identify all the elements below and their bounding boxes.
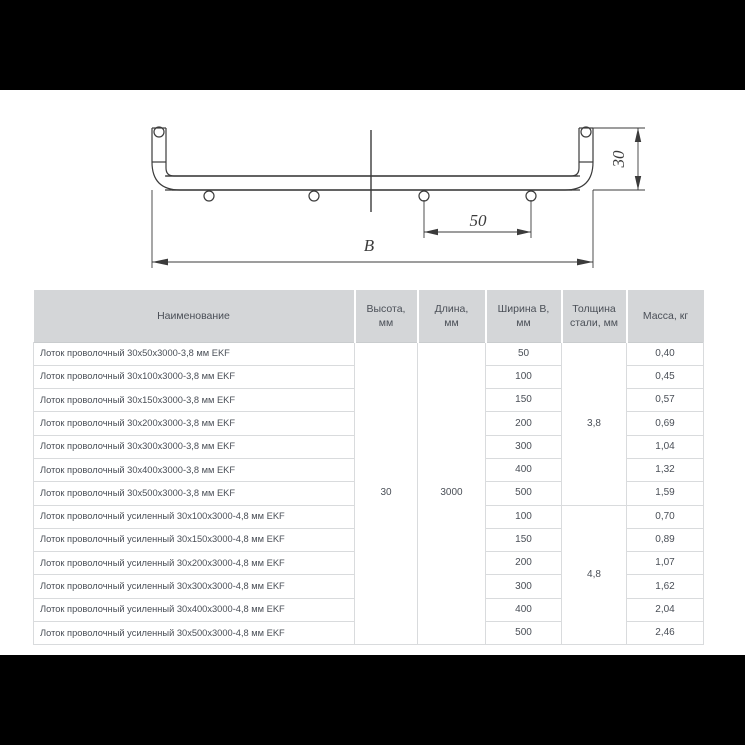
dim-B-arrow-left — [152, 259, 168, 266]
column-header-thickness-line2: стали, мм — [569, 316, 619, 329]
column-header-thickness-line1: Толщина — [572, 302, 616, 315]
column-header-mass-line1: Масса, кг — [642, 309, 689, 322]
dim-label-pitch: 50 — [469, 211, 487, 230]
wire-end-circle-4 — [526, 191, 536, 201]
column-header-width-line1: Ширина В, — [497, 302, 550, 315]
table-body — [34, 342, 704, 645]
table-header-row — [34, 290, 704, 342]
dim-50-arrow-right — [517, 229, 531, 235]
cell-mass: 0,69 — [627, 412, 704, 435]
cell-mass: 0,40 — [627, 342, 704, 365]
cell-thickness-group-2: 4,8 — [562, 505, 627, 645]
cell-product-name: Лоток проволочный 30х300х3000-3,8 мм EKF — [34, 435, 355, 458]
cell-product-name: Лоток проволочный усиленный 30х400х3000-4,8 мм EKF — [34, 598, 355, 621]
cell-mass: 1,07 — [627, 552, 704, 575]
cell-thickness-group-1: 3,8 — [562, 342, 627, 505]
table-row[interactable] — [34, 342, 704, 365]
column-header-thickness — [562, 290, 627, 342]
cell-width: 100 — [486, 365, 562, 388]
cell-width: 400 — [486, 458, 562, 481]
cell-mass: 2,04 — [627, 598, 704, 621]
cell-product-name: Лоток проволочный 30х500х3000-3,8 мм EKF — [34, 482, 355, 505]
column-header-width — [486, 290, 562, 342]
dim-label-width: B — [363, 236, 375, 255]
cell-mass: 0,57 — [627, 389, 704, 412]
column-header-name — [34, 290, 355, 342]
cell-product-name: Лоток проволочный усиленный 30х150х3000-4,8 мм EKF — [34, 528, 355, 551]
cell-width: 50 — [486, 342, 562, 365]
dim-30-arrow-bottom — [635, 176, 641, 190]
cell-width: 300 — [486, 575, 562, 598]
cell-product-name: Лоток проволочный 30х150х3000-3,8 мм EKF — [34, 389, 355, 412]
column-header-height — [355, 290, 418, 342]
cell-product-name: Лоток проволочный 30х100х3000-3,8 мм EKF — [34, 365, 355, 388]
column-header-name-line1: Наименование — [157, 309, 230, 322]
cell-width: 500 — [486, 482, 562, 505]
cell-mass: 0,70 — [627, 505, 704, 528]
wire-end-circle-1 — [204, 191, 214, 201]
cell-mass: 1,59 — [627, 482, 704, 505]
cell-mass: 1,04 — [627, 435, 704, 458]
dim-label-height: 30 — [609, 150, 628, 168]
dim-30-arrow-top — [635, 128, 641, 142]
cell-mass: 2,46 — [627, 622, 704, 645]
document-content-area — [0, 90, 745, 655]
tray-outer-profile — [152, 128, 580, 190]
cell-width: 400 — [486, 598, 562, 621]
cell-mass: 0,45 — [627, 365, 704, 388]
cell-width: 500 — [486, 622, 562, 645]
cell-product-name: Лоток проволочный усиленный 30х100х3000-4,8 мм EKF — [34, 505, 355, 528]
wire-end-circle-2 — [309, 191, 319, 201]
dim-B-arrow-right — [577, 259, 593, 266]
cell-mass: 1,62 — [627, 575, 704, 598]
column-header-width-line2: мм — [516, 316, 531, 329]
column-header-mass — [627, 290, 704, 342]
tray-inner-profile-right — [165, 128, 579, 176]
technical-drawing — [0, 90, 745, 290]
column-header-length-line2: мм — [444, 316, 459, 329]
cell-width: 150 — [486, 389, 562, 412]
wire-end-circle-3 — [419, 191, 429, 201]
column-header-length — [418, 290, 486, 342]
dim-50-arrow-left — [424, 229, 438, 235]
cell-mass: 0,89 — [627, 528, 704, 551]
column-header-length-line1: Длина, — [434, 302, 469, 315]
cell-length-merged: 3000 — [418, 342, 486, 645]
cell-product-name: Лоток проволочный усиленный 30х300х3000-4,8 мм EKF — [34, 575, 355, 598]
cell-mass: 1,32 — [627, 458, 704, 481]
cell-product-name: Лоток проволочный 30х400х3000-3,8 мм EKF — [34, 458, 355, 481]
tray-inner-profile — [166, 128, 580, 176]
cell-width: 300 — [486, 435, 562, 458]
cell-product-name: Лоток проволочный 30х50х3000-3,8 мм EKF — [34, 342, 355, 365]
cell-width: 100 — [486, 505, 562, 528]
cell-width: 150 — [486, 528, 562, 551]
tray-outer-profile-right — [165, 128, 593, 190]
cell-product-name: Лоток проволочный 30х200х3000-3,8 мм EKF — [34, 412, 355, 435]
specification-table-container — [33, 290, 703, 645]
cell-product-name: Лоток проволочный усиленный 30х200х3000-4,8 мм EKF — [34, 552, 355, 575]
cell-width: 200 — [486, 412, 562, 435]
cell-product-name: Лоток проволочный усиленный 30х500х3000-4,8 мм EKF — [34, 622, 355, 645]
column-header-height-line1: Высота, — [366, 302, 406, 315]
cell-height-merged: 30 — [355, 342, 418, 645]
column-header-height-line2: мм — [378, 316, 394, 329]
cell-width: 200 — [486, 552, 562, 575]
specification-table — [33, 290, 704, 645]
